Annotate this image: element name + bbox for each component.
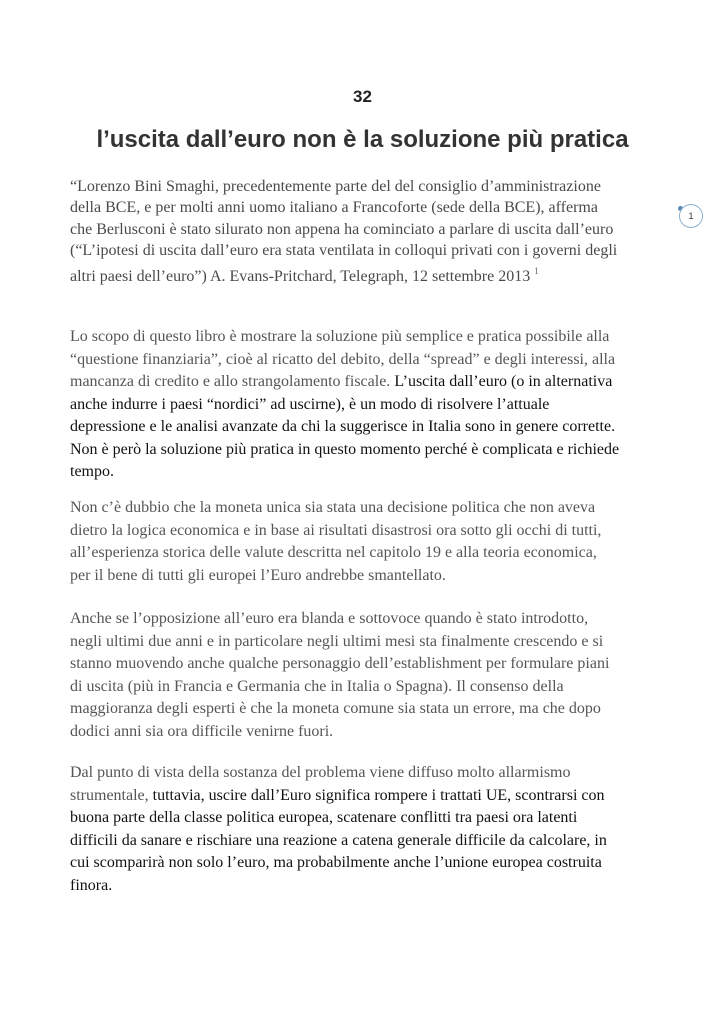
quote-line: “Lorenzo Bini Smaghi, precedentemente parte del del consiglio d’amministrazione <box>70 178 601 195</box>
chapter-title: l’uscita dall’euro non è la soluzione più pratica <box>96 126 629 153</box>
text-line: Non c’è dubbio che la moneta unica sia stata una decisione politica che non aveva <box>70 499 596 516</box>
text-line: di uscita (più in Francia e Germania che in Italia o Spagna). Il consenso della <box>70 677 564 695</box>
paragraph-scope <box>70 326 670 484</box>
opening-quote <box>70 176 670 287</box>
text-line-highlight: anche indurre i paesi “nordici” ad uscirne), è un modo di risolvere l’attuale <box>70 395 550 413</box>
text-line-highlight: L’uscita dall’euro (o in alternativa <box>394 373 613 390</box>
text-line: strumentale, <box>70 786 153 804</box>
text-line: all’esperienza storica delle valute descritta nel capitolo 19 e alla teoria economica, <box>70 544 597 561</box>
text-line-highlight: depressione e le analisi avanzate da chi la suggerisce in Italia sono in genere corrette. <box>70 418 616 435</box>
quote-line: altri paesi dell’euro”) A. Evans-Pritchard, Telegraph, 12 settembre 2013 <box>70 268 531 286</box>
text-line: maggioranza degli esperti è che la moneta comune sia stata un errore, ma che dopo <box>70 700 601 717</box>
text-line-highlight: cui scomparirà non solo l’euro, ma probabilmente anche l’unione europea costruita <box>70 854 602 871</box>
text-line: negli ultimi due anni e in particolare negli ultimi mesi sta finalmente crescendo e si <box>70 632 604 650</box>
text-line: dodici anni sia ora difficile venirne fuori. <box>70 722 334 740</box>
text-line: Dal punto di vista della sostanza del problema viene diffuso molto allarmismo <box>70 764 571 781</box>
comment-marker[interactable]: 1 <box>679 204 703 228</box>
text-line: dietro la logica economica e in base ai risultati disastrosi ora sotto gli occhi di tutti, <box>70 521 602 539</box>
text-line-highlight: tuttavia, uscire dall’Euro significa rompere i trattati UE, scontrarsi con <box>152 786 605 804</box>
text-line-highlight: tempo. <box>70 463 114 480</box>
text-line: “questione finanziaria”, cioè al ricatto del debito, della “spread” e degli interessi, alla <box>70 350 616 368</box>
text-line-highlight: buona parte della classe politica europea, scatenare conflitti tra paesi ora latenti <box>70 809 578 826</box>
quote-line: della BCE, e per molti anni uomo italiano a Francoforte (sede della BCE), afferma <box>70 199 598 217</box>
text-line-highlight: Non è però la soluzione più pratica in questo momento perché è complicata e richiede <box>70 440 620 458</box>
quote-line: che Berlusconi è stato silurato non appena ha cominciato a parlare di uscita dall’euro <box>70 220 614 238</box>
text-line-highlight: finora. <box>70 876 113 894</box>
text-line: Anche se l’opposizione all’euro era blanda e sottovoce quando è stato introdotto, <box>70 610 589 627</box>
paragraph-single-currency <box>70 497 670 587</box>
text-line: per il bene di tutti gli europei l’Euro andrebbe smantellato. <box>70 566 446 584</box>
quote-line: (“L’ipotesi di uscita dall’euro era stata ventilata in colloqui privati con i governi degli <box>70 241 618 259</box>
text-line-highlight: difficili da sanare e rischiare una reazione a catena generale difficile da calcolare, in <box>70 831 607 849</box>
page-number: 32 <box>353 87 372 106</box>
text-line: stanno muovendo anche qualche personaggio dell’establishment per formulare piani <box>70 655 610 672</box>
paragraph-opposition <box>70 608 670 743</box>
text-line: Lo scopo di questo libro è mostrare la soluzione più semplice e pratica possibile alla <box>70 328 610 345</box>
paragraph-substance <box>70 762 670 897</box>
text-line: mancanza di credito e allo strangolamento fiscale. <box>70 373 395 390</box>
footnote-reference[interactable]: 1 <box>534 266 539 277</box>
